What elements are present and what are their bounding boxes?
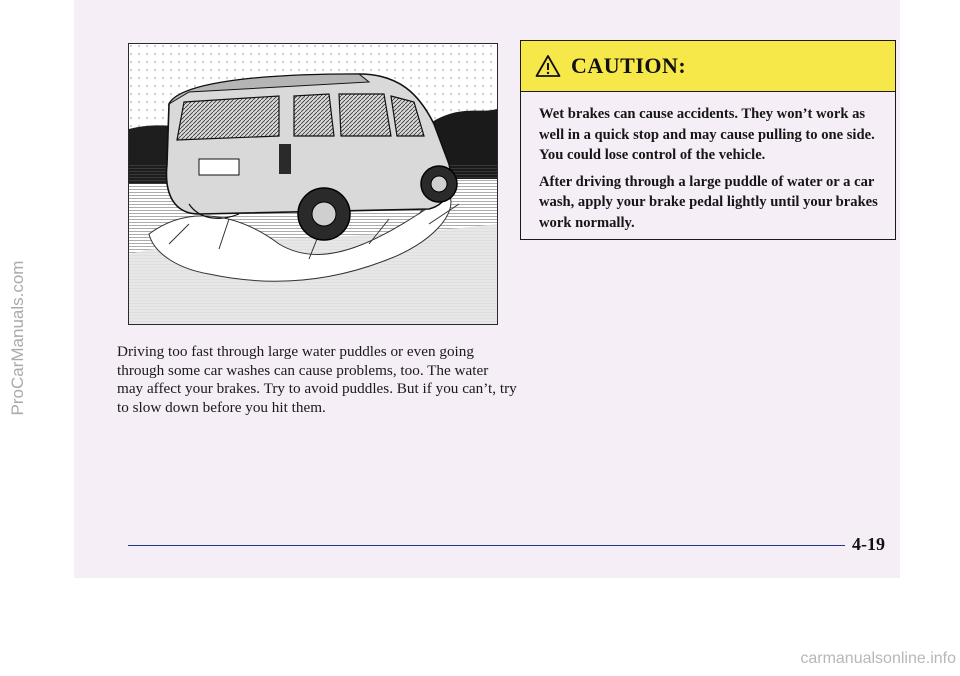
warning-triangle-icon: [535, 54, 561, 78]
page-number: 4-19: [852, 534, 885, 554]
footer-rule: [128, 545, 845, 546]
puddle-illustration: [128, 43, 498, 325]
caution-body: [521, 92, 895, 233]
body-paragraph: [117, 343, 517, 417]
side-watermark: ProCarManuals.com: [8, 260, 27, 416]
caution-box: [520, 40, 896, 240]
bottom-watermark: carmanualsonline.info: [800, 650, 956, 667]
caution-header: [521, 41, 895, 92]
puddle-advice-text: Driving too fast through large water puddles or even going through some car washes can cause problems, too. The water may affect your brakes. Try to avoid puddles. But if you can’t, try to slow down before you hit them.: [117, 343, 517, 416]
caution-paragraph-2: After driving through a large puddle of water or a car wash, apply your brake pedal lightly until your brakes work normally.: [539, 173, 878, 231]
caution-title: CAUTION:: [571, 53, 687, 78]
caution-paragraph-1: Wet brakes can cause accidents. They won’t work as well in a quick stop and may cause pulling to one side. You could lose control of the vehicle.: [539, 106, 875, 163]
